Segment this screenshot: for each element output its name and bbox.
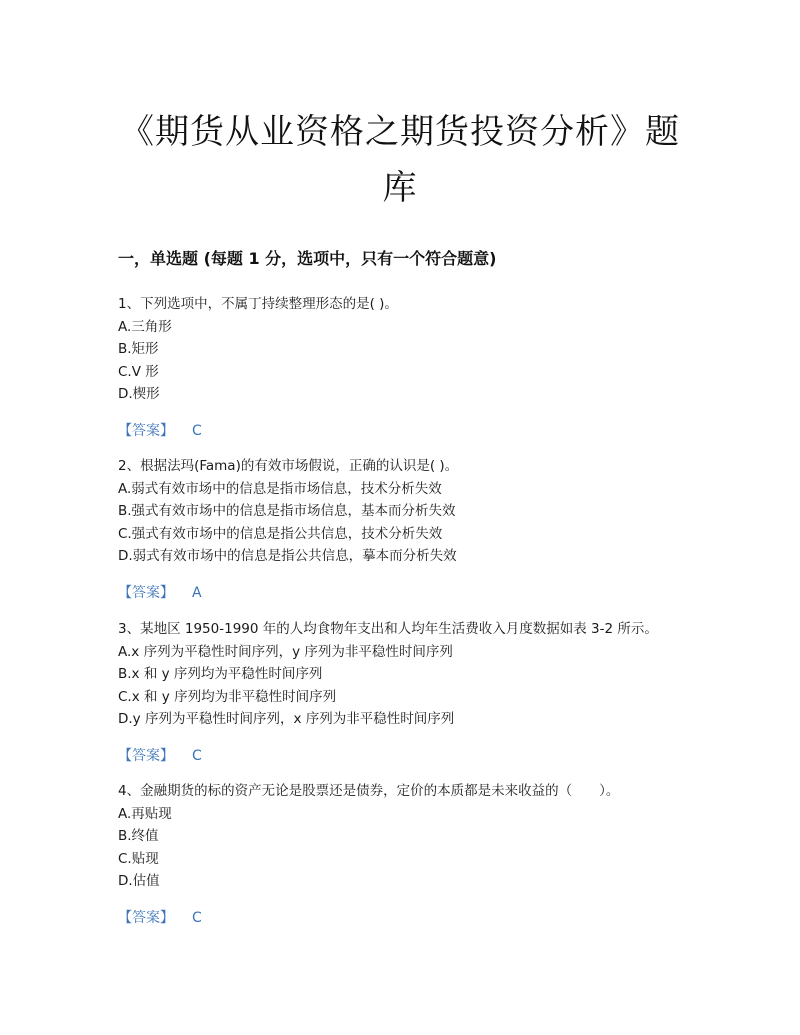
option-b: B.矩形 — [118, 341, 159, 357]
option-d: D.估值 — [118, 873, 160, 889]
question-2 — [118, 455, 698, 604]
answer-label: 【答案】 — [118, 909, 174, 926]
question-stem: 2、根据法玛(Fama)的有效市场假说，正确的认识是( )。 — [118, 458, 459, 474]
option-c: C.V 形 — [118, 363, 159, 380]
answer-value: C — [192, 909, 202, 926]
question-3 — [118, 618, 698, 767]
option-a: A.三角形 — [118, 318, 172, 335]
option-a: A.x 序列为平稳性时间序列，y 序列为非平稳性时间序列 — [118, 643, 453, 660]
answer-value: C — [192, 422, 202, 439]
option-d: D.弱式有效市场中的信息是指公共信息，摹本而分析失效 — [118, 548, 457, 564]
question-stem: 1、下列选项中，不属丁持续整理形态的是( )。 — [118, 296, 398, 312]
title-line-1: 《期货从业资格之期货投资分析》题 — [120, 112, 680, 152]
answer-label: 【答案】 — [118, 422, 174, 439]
section-title: 一，单选题 (每题 1 分，选项中，只有一个符合题意) — [118, 249, 497, 268]
answer-value: C — [192, 747, 202, 764]
option-b: B.强式有效市场中的信息是指市场信息，基本而分析失效 — [118, 503, 456, 519]
answer-line — [118, 420, 698, 442]
question-4 — [118, 780, 698, 929]
option-b: B.终值 — [118, 828, 159, 844]
option-c: C.贴现 — [118, 850, 159, 867]
option-a: A.再贴现 — [118, 805, 172, 822]
answer-value: A — [192, 584, 202, 601]
answer-line — [118, 582, 698, 604]
option-a: A.弱式有效市场中的信息是指市场信息，技术分析失效 — [118, 480, 442, 497]
question-stem: 4、金融期货的标的资产无论是股票还是债券，定价的本质都是未来收益的（ ）。 — [118, 783, 620, 799]
document-title — [100, 104, 700, 216]
option-d: D.楔形 — [118, 386, 160, 402]
answer-label: 【答案】 — [118, 584, 174, 601]
answer-line — [118, 745, 698, 767]
question-1 — [118, 293, 698, 442]
question-stem: 3、某地区 1950-1990 年的人均食物年支出和人均年生活费收入月度数据如表 3-2 所示。 — [118, 621, 658, 637]
answer-label: 【答案】 — [118, 747, 174, 764]
option-b: B.x 和 y 序列均为平稳性时间序列 — [118, 666, 323, 682]
option-c: C.强式有效市场中的信息是指公共信息，技术分析失效 — [118, 525, 443, 542]
title-line-2: 库 — [382, 168, 418, 208]
answer-line — [118, 907, 698, 929]
option-d: D.y 序列为平稳性时间序列，x 序列为非平稳性时间序列 — [118, 711, 455, 727]
option-c: C.x 和 y 序列均为非平稳性时间序列 — [118, 688, 337, 705]
